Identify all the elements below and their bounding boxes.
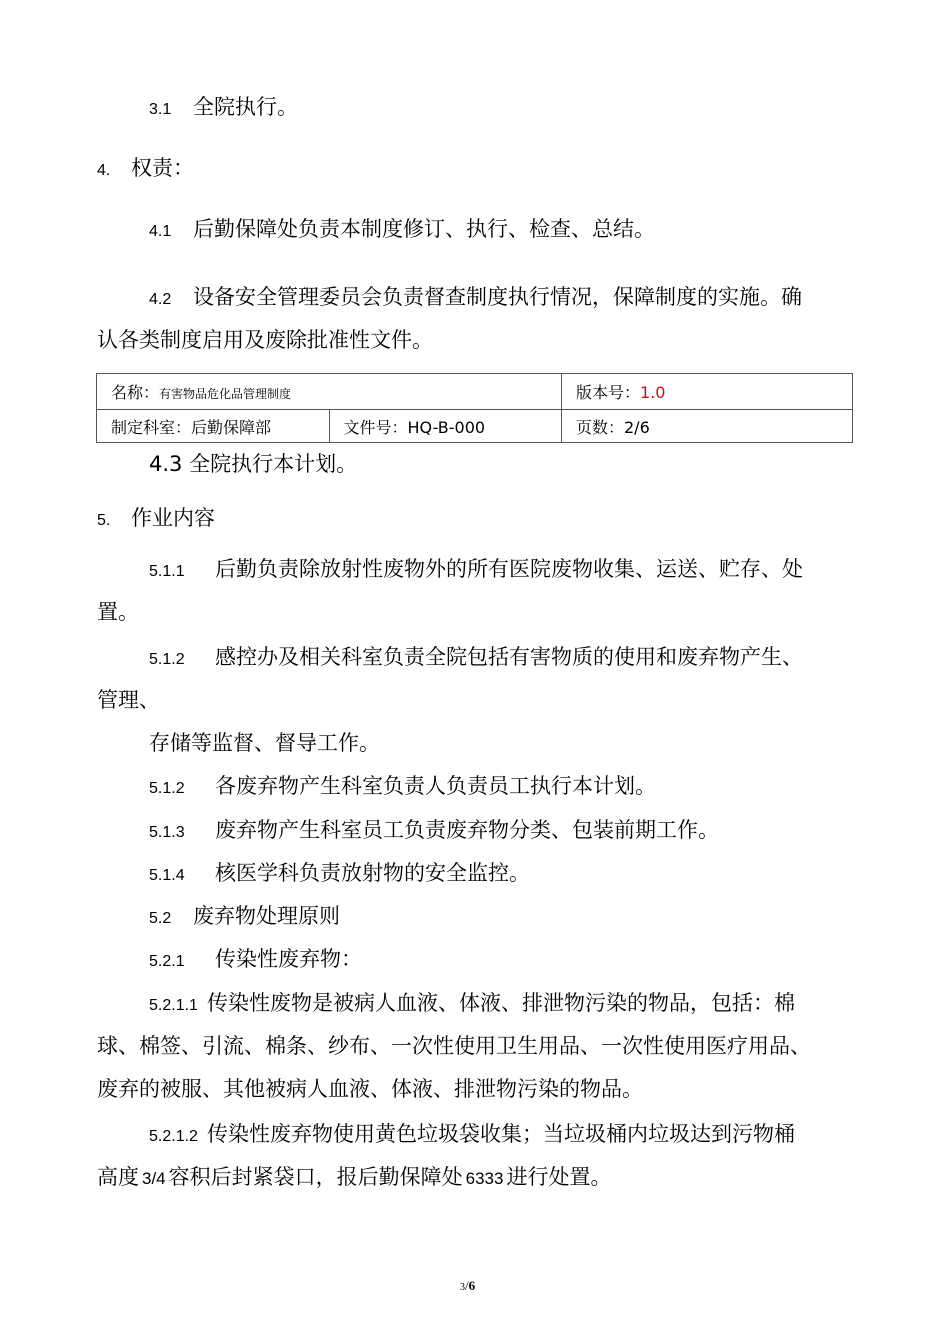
item-5-2-1: 5.2.1 传染性废弃物： [149,947,362,971]
item-5-2-1-2-cont: 高度 3/4 容积后封紧袋口，报后勤保障处 6333 进行处置。 [97,1165,612,1189]
doc-no-cell: 文件号：HQ-B-000 [329,410,562,443]
item-5-2: 5.2 废弃物处理原则 [149,904,340,928]
heading-4: 4. 权责： [97,156,194,180]
dept-cell: 制定科室：后勤保障部 [97,410,330,443]
item-5-1-2-cont: 管理、 [97,688,160,712]
pages-cell: 页数：2/6 [562,410,853,443]
version-cell: 版本号：1.0 [562,374,853,410]
item-5-1-2-cont2: 存储等监督、督导工作。 [149,731,380,755]
item-5-1-4: 5.1.4 核医学科负责放射物的安全监控。 [149,861,530,885]
document-info-table [96,373,853,443]
item-5-2-1-2: 5.2.1.2 传染性废弃物使用黄色垃圾袋收集；当垃圾桶内垃圾达到污物桶 [149,1122,795,1146]
name-cell: 名称：有害物品危化品管理制度 [97,374,562,410]
item-5-2-1-1-cont2: 废弃的被服、其他被病人血液、体液、排泄物污染的物品。 [97,1077,643,1101]
item-4-2: 4.2 设备安全管理委员会负责督查制度执行情况，保障制度的实施。确 [149,285,802,309]
item-5-1-3: 5.1.3 废弃物产生科室员工负责废弃物分类、包装前期工作。 [149,818,719,842]
heading-5: 5. 作业内容 [97,506,215,530]
item-5-1-1: 5.1.1 后勤负责除放射性废物外的所有医院废物收集、运送、贮存、处 [149,557,803,581]
item-4-1: 4.1 后勤保障处负责本制度修订、执行、检查、总结。 [149,217,655,241]
item-5-1-1-cont: 置。 [97,600,139,624]
page-footer: 3/6 [460,1278,476,1293]
item-5-1-2b: 5.1.2 各废弃物产生科室负责人负责员工执行本计划。 [149,774,656,798]
item-4-2-cont: 认各类制度启用及废除批准性文件。 [97,328,433,352]
item-5-2-1-1-cont: 球、棉签、引流、棉条、纱布、一次性使用卫生用品、一次性使用医疗用品、 [97,1034,811,1058]
item-4-3: 4.3 全院执行本计划。 [149,452,358,476]
item-3-1: 3.1 全院执行。 [149,95,298,119]
item-5-1-2: 5.1.2 感控办及相关科室负责全院包括有害物质的使用和废弃物产生、 [149,645,803,669]
item-5-2-1-1: 5.2.1.1 传染性废物是被病人血液、体液、排泄物污染的物品，包括：棉 [149,991,795,1015]
